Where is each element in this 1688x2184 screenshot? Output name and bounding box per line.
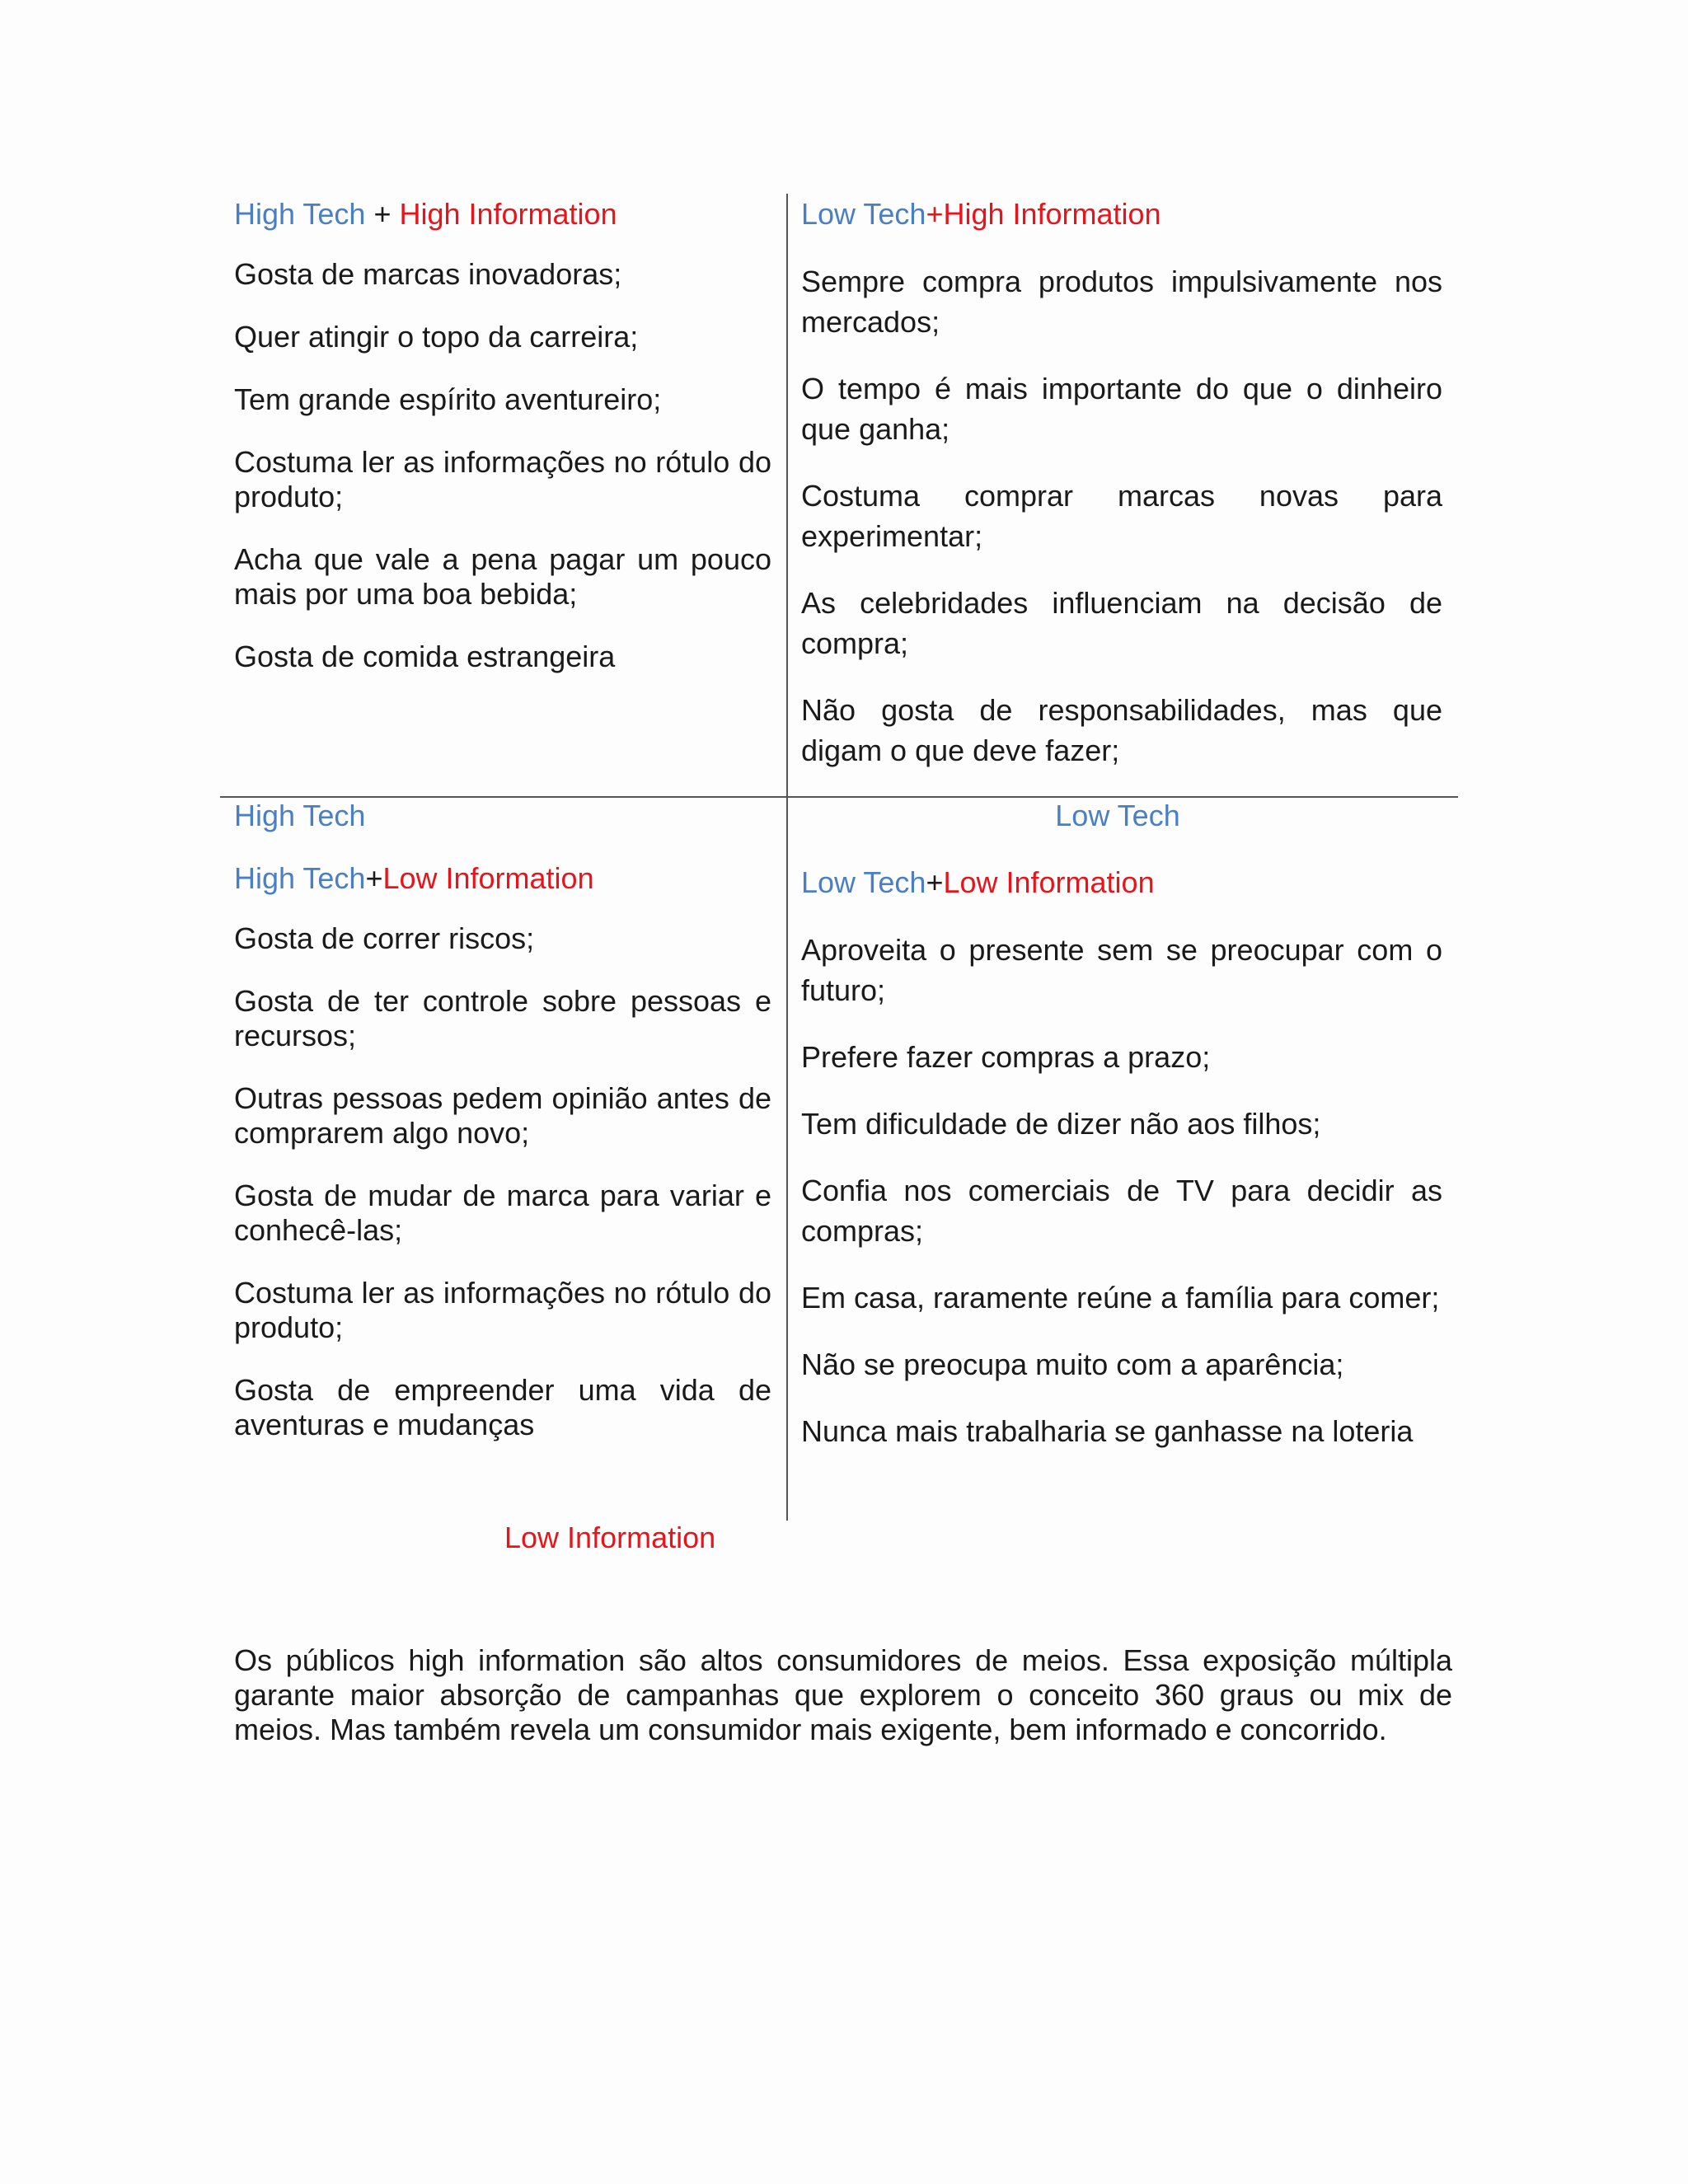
quadrant-high-tech-high-information [234, 194, 771, 702]
list-item: Gosta de empreender uma vida de aventuras e mudanças [234, 1373, 771, 1441]
list-item: Em casa, raramente reúne a família para comer; [801, 1281, 1440, 1315]
footer-paragraph: Os públicos high information são altos consumidores de meios. Essa exposição múltipla garante maior absorção de campanhas que explorem o conceito 360 graus ou mix de meios. Mas também revela um consumidor mais exigente, bem informado e concorrido. [234, 1643, 1452, 1746]
heading-joiner: + [926, 865, 944, 899]
list-item: Gosta de ter controle sobre pessoas e recursos; [234, 984, 771, 1052]
quadrant-heading [234, 194, 771, 234]
heading-info-label: High Information [943, 197, 1161, 231]
quadrant-heading [801, 863, 1442, 902]
list-item: Costuma ler as informações no rótulo do produto; [234, 445, 771, 513]
list-item: Costuma ler as informações no rótulo do produto; [234, 1276, 771, 1344]
quadrant-low-tech-high-information [801, 194, 1442, 797]
list-item: Gosta de correr riscos; [234, 921, 535, 955]
list-item: Confia nos comerciais de TV para decidir as compras; [801, 1174, 1442, 1248]
list-item: Acha que vale a pena pagar um pouco mais por uma boa bebida; [234, 542, 771, 611]
quadrant-vertical-divider-top [786, 194, 788, 798]
list-item: O tempo é mais importante do que o dinheiro que ganha; [801, 372, 1442, 446]
list-item: Não gosta de responsabilidades, mas que digam o que deve fazer; [801, 693, 1442, 767]
list-item: Outras pessoas pedem opinião antes de comprarem algo novo; [234, 1081, 771, 1150]
axis-label-high-tech: High Tech [234, 799, 366, 832]
heading-tech-label: High Tech [234, 861, 366, 895]
heading-info-label: High Information [399, 197, 617, 231]
list-item: Costuma comprar marcas novas para experimentar; [801, 479, 1442, 553]
heading-tech-label: High Tech [234, 197, 366, 231]
quadrant-vertical-divider-bottom [786, 798, 788, 1521]
heading-joiner: + [926, 197, 944, 231]
list-item: Tem grande espírito aventureiro; [234, 382, 662, 416]
list-item: Quer atingir o topo da carreira; [234, 320, 639, 354]
axis-label-low-information: Low Information [504, 1521, 716, 1554]
list-item: Nunca mais trabalharia se ganhasse na loteria [801, 1414, 1414, 1448]
quadrant-high-tech-low-information [234, 796, 771, 1470]
list-item: Não se preocupa muito com a aparência; [801, 1347, 1344, 1381]
heading-joiner: + [365, 197, 400, 231]
list-item: Prefere fazer compras a prazo; [801, 1040, 1211, 1074]
list-item: Sempre compra produtos impulsivamente nos mercados; [801, 265, 1442, 339]
heading-joiner: + [365, 861, 383, 895]
list-item: As celebridades influenciam na decisão de compra; [801, 586, 1442, 660]
heading-tech-label: Low Tech [801, 197, 926, 231]
list-item: Gosta de marcas inovadoras; [234, 257, 622, 291]
list-item: Gosta de comida estrangeira [234, 640, 616, 673]
heading-info-label: Low Information [943, 865, 1155, 899]
quadrant-low-tech-low-information [801, 796, 1442, 1478]
heading-tech-label: Low Tech [801, 865, 926, 899]
heading-info-label: Low Information [382, 861, 594, 895]
quadrant-heading [234, 859, 771, 898]
list-item: Gosta de mudar de marca para variar e conhecê-las; [234, 1179, 771, 1247]
list-item: Tem dificuldade de dizer não aos filhos; [801, 1107, 1321, 1141]
list-item: Aproveita o presente sem se preocupar com o futuro; [801, 933, 1442, 1007]
quadrant-heading [801, 194, 1442, 234]
axis-label-low-tech: Low Tech [1055, 799, 1180, 832]
